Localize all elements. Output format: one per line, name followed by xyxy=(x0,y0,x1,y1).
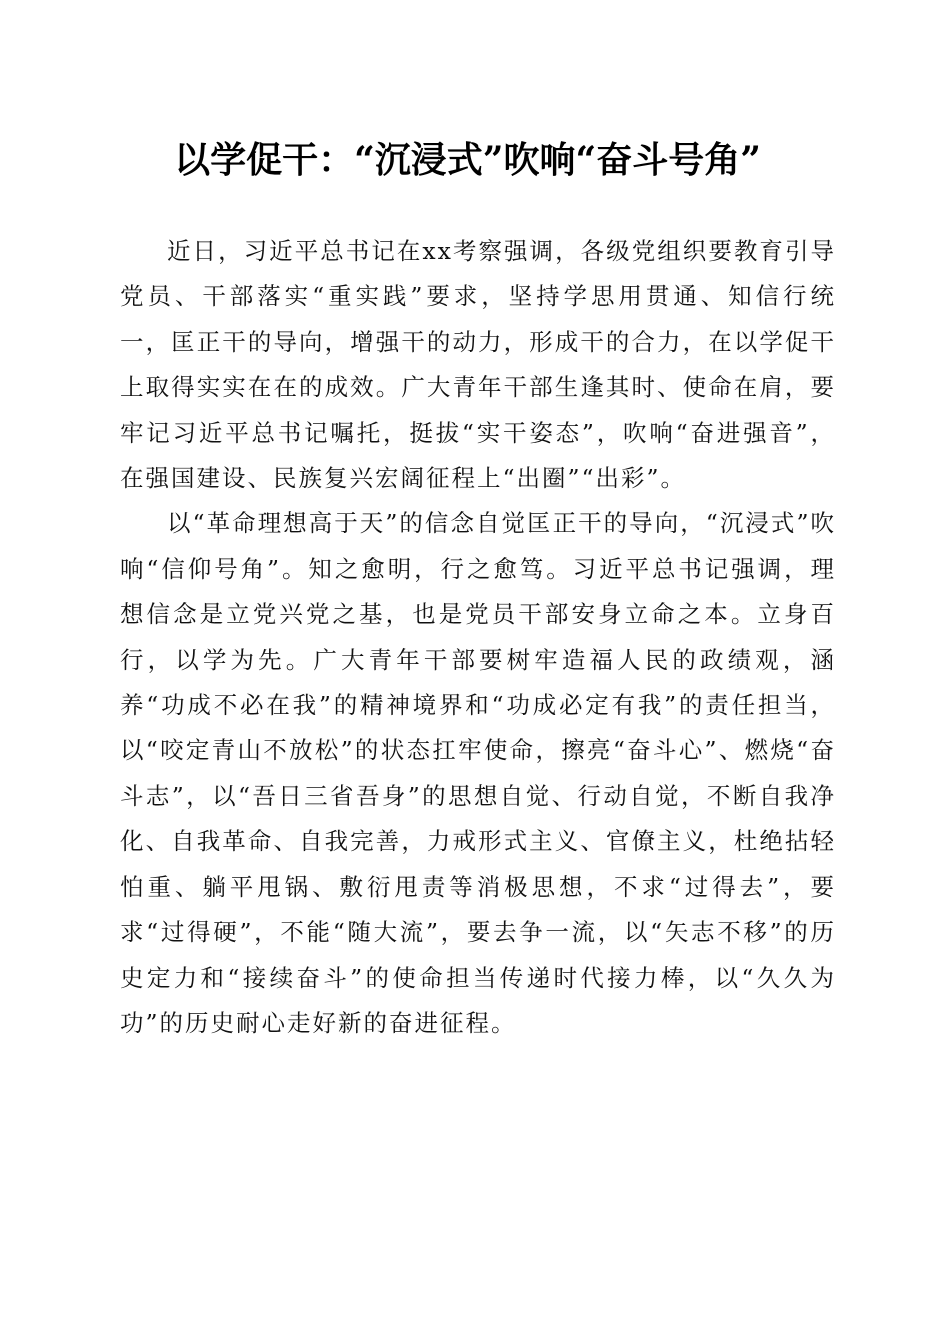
paragraph-2: 以“革命理想高于天”的信念自觉匡正干的导向，“沉浸式”吹响“信仰号角”。知之愈明，行之愈笃。习近平总书记强调，理想信念是立党兴党之基，也是党员干部安身立命之本。立身百行，以学为先。广大青年干部要树牢造福人民的政绩观，涵养“功成不必在我”的精神境界和“功成必定有我”的责任担当，以“咬定青山不放松”的状态扛牢使命，擦亮“奋斗心”、燃烧“奋斗志”，以“吾日三省吾身”的思想自觉、行动自觉，不断自我净化、自我革命、自我完善，力戒形式主义、官僚主义，杜绝拈轻怕重、躺平甩锅、敷衍甩责等消极思想，不求“过得去”，要求“过得硬”，不能“随大流”，要去争一流，以“矢志不移”的历史定力和“接续奋斗”的使命担当传递时代接力棒，以“久久为功”的历史耐心走好新的奋进征程。 xyxy=(120,509,836,1037)
paragraph-1: 近日，习近平总书记在xx考察强调，各级党组织要教育引导党员、干部落实“重实践”要求，坚持学思用贯通、知信行统一，匡正干的导向，增强干的动力，形成干的合力，在以学促干上取得实实在在的成效。广大青年干部生逢其时、使命在肩，要牢记习近平总书记嘱托，挺拔“实干姿态”，吹响“奋进强音”，在强国建设、民族复兴宏阔征程上“出圈”“出彩”。 xyxy=(120,237,836,493)
document-title: 以学促干：“沉浸式”吹响“奋斗号角” xyxy=(174,139,761,181)
document-body xyxy=(120,229,836,1046)
